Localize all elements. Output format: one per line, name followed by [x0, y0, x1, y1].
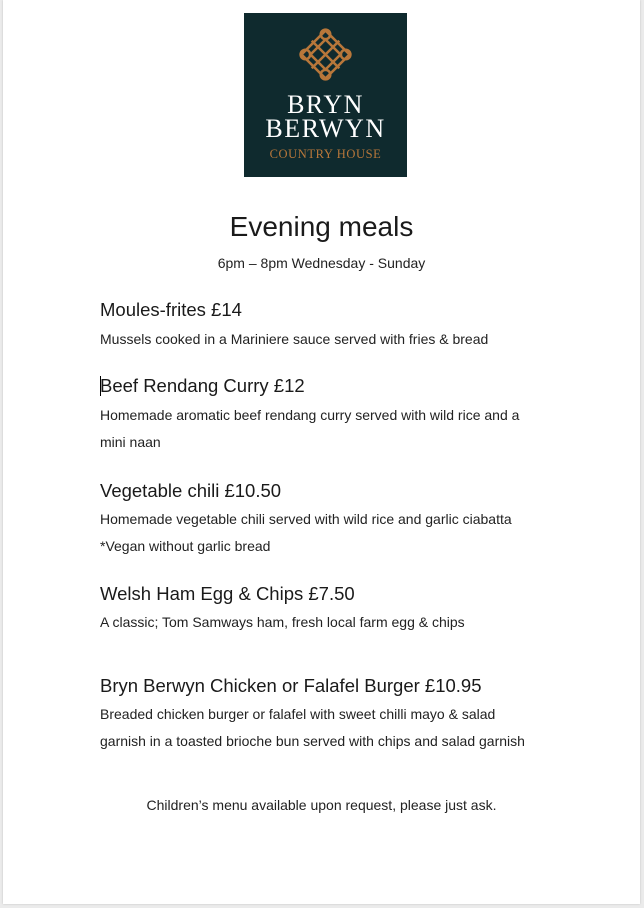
page-title: Evening meals [229, 211, 414, 242]
dish-name-ham-egg-chips: Welsh Ham Egg & Chips £7.50 [100, 583, 355, 604]
dish-desc-rendang: Homemade aromatic beef rendang curry served with wild rice and a mini naan [100, 407, 520, 450]
dish-note-vegetable-chili: *Vegan without garlic bread [100, 538, 271, 554]
dish-desc-moules: Mussels cooked in a Mariniere sauce served with fries & bread [100, 331, 489, 347]
opening-hours: 6pm – 8pm Wednesday - Sunday [217, 255, 426, 271]
celtic-knot-icon [299, 28, 352, 81]
dish-name-moules: Moules-frites £14 [100, 299, 242, 320]
logo-line-2: BERWYN [265, 114, 386, 143]
dish-desc-ham-egg-chips: A classic; Tom Samways ham, fresh local farm egg & chips [100, 614, 465, 630]
logo-line-1: BRYN [287, 90, 364, 119]
dish-name-burger: Bryn Berwyn Chicken or Falafel Burger £10.95 [100, 675, 482, 696]
dish-desc-vegetable-chili: Homemade vegetable chili served with wild rice and garlic ciabatta [100, 511, 512, 527]
dish-name-vegetable-chili: Vegetable chili £10.50 [100, 480, 282, 501]
dish-desc-burger: Breaded chicken burger or falafel with sweet chilli mayo & salad garnish in a toasted brioche bun served with chips and salad garnish [100, 706, 525, 749]
document-page [3, 0, 640, 904]
dish-name-rendang: Beef Rendang Curry £12 [100, 375, 305, 396]
bryn-berwyn-logo [244, 13, 407, 177]
childrens-menu-note: Children’s menu available upon request, please just ask. [146, 797, 497, 813]
logo-subtitle: COUNTRY HOUSE [269, 147, 382, 161]
